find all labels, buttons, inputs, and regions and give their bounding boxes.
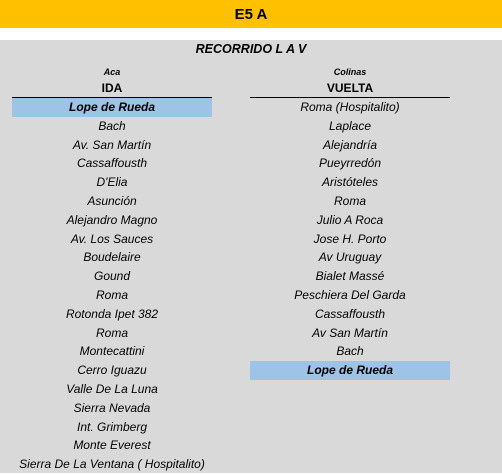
- vuelta-stop: Bialet Massé: [315, 269, 385, 284]
- schedule-label: RECORRIDO L A V: [195, 42, 307, 56]
- ida-stop: Valle De La Luna: [66, 381, 158, 396]
- vuelta-stop-list: [250, 98, 450, 380]
- ida-stop: Av. San Martín: [72, 137, 152, 152]
- ida-stop: Cerro Iguazu: [77, 363, 147, 378]
- ida-stop: Sierra De La Ventana ( Hospitalito): [19, 457, 205, 472]
- ida-stop: Av. Los Sauces: [70, 231, 154, 246]
- ida-stop: Roma: [95, 287, 128, 302]
- vuelta-stop: Av Uruguay: [318, 250, 382, 265]
- ida-stop: Montecattini: [79, 344, 145, 359]
- ida-stop: D'Elia: [96, 175, 128, 190]
- schedule-panel: [0, 40, 502, 473]
- vuelta-stop: Alejandría: [322, 137, 378, 152]
- vuelta-stop: Cassaffousth: [314, 306, 386, 321]
- ida-stop: Sierra Nevada: [73, 400, 151, 415]
- vuelta-stop: Av San Martín: [312, 325, 388, 340]
- vuelta-terminal-stop: Lope de Rueda: [250, 361, 450, 380]
- ida-stop: Int. Grimberg: [76, 419, 148, 434]
- vuelta-origin: Colinas: [333, 67, 367, 77]
- ida-stop: Bach: [98, 118, 126, 133]
- ida-stop: Gound: [93, 269, 131, 284]
- ida-column: [12, 64, 212, 474]
- vuelta-stop: Peschiera Del Garda: [294, 287, 406, 302]
- ida-origin: Aca: [103, 67, 121, 77]
- ida-terminal-stop: Lope de Rueda: [12, 98, 212, 117]
- vuelta-stop: Roma: [333, 193, 366, 208]
- ida-stop: Boudelaire: [83, 250, 141, 265]
- route-title-bar: [0, 0, 502, 28]
- vuelta-stop: Aristóteles: [321, 175, 379, 190]
- ida-stop: Monte Everest: [73, 438, 151, 453]
- vuelta-direction-header: VUELTA: [250, 80, 450, 98]
- vuelta-stop: Roma (Hospitalito): [300, 100, 400, 114]
- vuelta-stop: Julio A Roca: [316, 212, 384, 227]
- ida-stop: Cassaffousth: [76, 156, 148, 171]
- ida-stop: Alejandro Magno: [66, 212, 158, 227]
- vuelta-column: [250, 64, 450, 380]
- ida-stop: Asunción: [87, 193, 137, 208]
- vuelta-stop: Pueyrredón: [318, 156, 382, 171]
- route-title: E5 A: [234, 5, 268, 23]
- ida-stop: Roma: [95, 325, 128, 340]
- ida-direction-header: IDA: [12, 80, 212, 98]
- ida-stop-list: [12, 98, 212, 474]
- ida-stop: Rotonda Ipet 382: [65, 306, 159, 321]
- vuelta-stop: Laplace: [328, 118, 372, 133]
- vuelta-stop: Bach: [336, 344, 364, 359]
- vuelta-stop: Jose H. Porto: [313, 231, 387, 246]
